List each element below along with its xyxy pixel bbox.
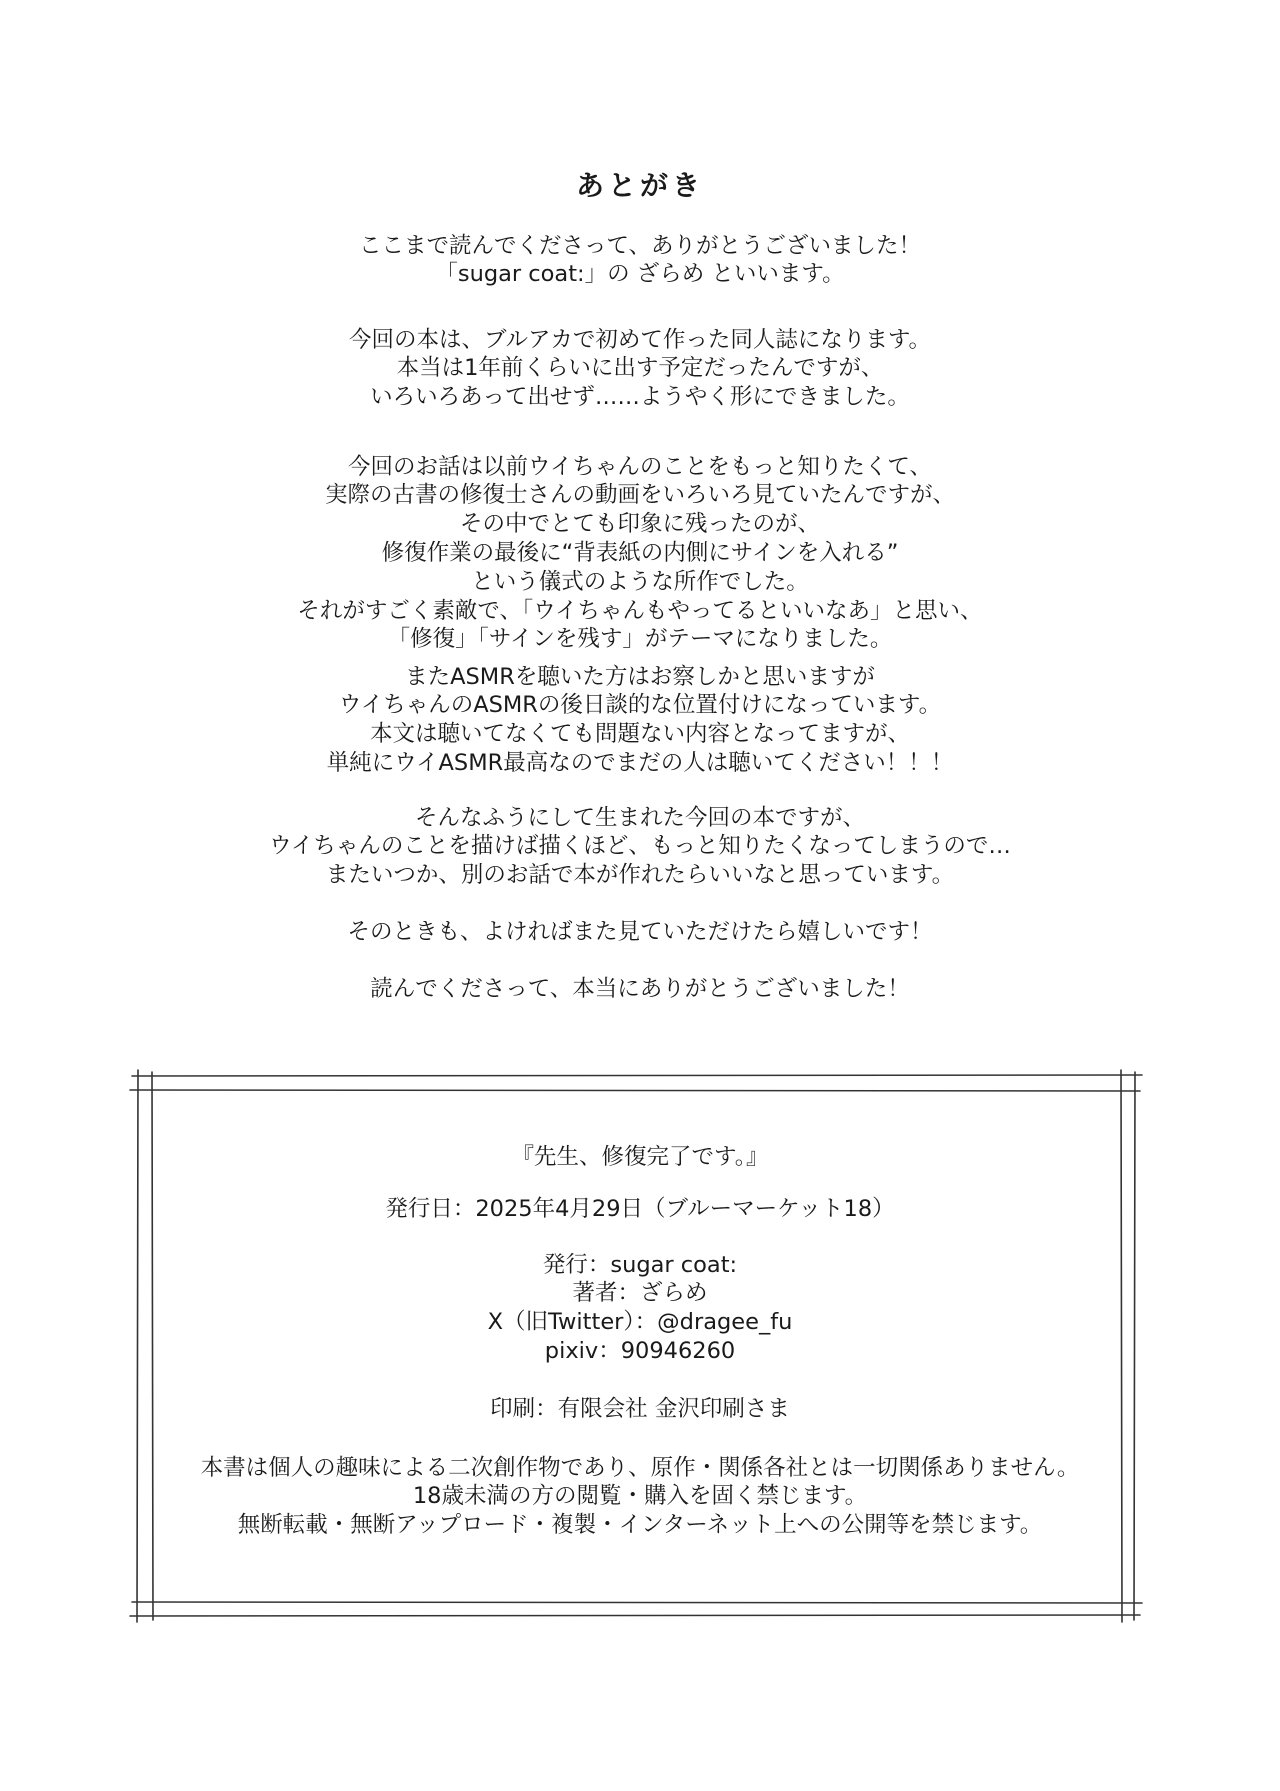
- colophon-line: 『先生、修復完了です。』: [511, 1143, 769, 1170]
- colophon-line: X（旧Twitter）：@dragee_fu: [487, 1309, 793, 1336]
- afterword-line: またASMRを聴いた方はお察しかと思いますが: [405, 663, 875, 690]
- afterword-line: 本当は1年前くらいに出す予定だったんですが、: [396, 355, 884, 382]
- afterword-line: ここまで読んでくださって、ありがとうございました！: [358, 232, 922, 259]
- colophon-paragraph: [0, 1143, 1280, 1172]
- afterword-line: ウイちゃんのASMRの後日談的な位置付けになっています。: [338, 692, 942, 719]
- colophon-paragraph: [0, 1395, 1280, 1424]
- afterword-line: ウイちゃんのことを描けば描くほど、もっと知りたくなってしまうので…: [269, 833, 1011, 860]
- colophon-paragraph: [0, 1251, 1280, 1366]
- afterword-line: 今回のお話は以前ウイちゃんのことをもっと知りたくて、: [348, 453, 932, 480]
- afterword-line: 単純にウイASMR最高なのでまだの人は聴いてください！！！: [326, 749, 954, 776]
- afterword-line: 読んでくださって、本当にありがとうございました！: [370, 975, 910, 1002]
- colophon-line: 発行日：2025年4月29日（ブルーマーケット18）: [385, 1195, 895, 1222]
- colophon-paragraph: [0, 1454, 1280, 1540]
- afterword-line: そのときも、よければまた見ていただけたら嬉しいです！: [347, 918, 933, 945]
- afterword-line: 今回の本は、ブルアカで初めて作った同人誌になります。: [348, 326, 932, 353]
- afterword-line: その中でとても印象に残ったのが、: [459, 511, 820, 538]
- afterword-line: いろいろあって出せず……ようやく形にできました。: [370, 384, 910, 411]
- afterword-line: 本文は聴いてなくても問題ない内容となってますが、: [369, 721, 910, 748]
- colophon-line: 発行：sugar coat:: [542, 1251, 738, 1278]
- colophon-paragraph: [0, 1195, 1280, 1224]
- colophon-line: 18歳未満の方の閲覧・購入を固く禁じます。: [412, 1483, 868, 1510]
- afterword-line: またいつか、別のお話で本が作れたらいいなと思っています。: [325, 862, 955, 889]
- colophon-line: 無断転載・無断アップロード・複製・インターネット上への公開等を禁じます。: [237, 1512, 1043, 1539]
- afterword-line: 修復作業の最後に“背表紙の内側にサインを入れる”: [381, 539, 899, 566]
- afterword-line: 実際の古書の修復士さんの動画をいろいろ見ていたんですが、: [324, 482, 955, 509]
- afterword-line: そんなふうにして生まれた今回の本ですが、: [414, 804, 865, 831]
- afterword-line: 「sugar coat:」の ざらめ といいます。: [435, 261, 845, 288]
- colophon-line: 印刷：有限会社 金沢印刷さま: [490, 1395, 790, 1422]
- afterword-line: という儀式のような所作でした。: [471, 568, 809, 595]
- afterword-line: 「修復」「サインを残す」がテーマになりました。: [387, 626, 893, 653]
- afterword-line: それがすごく素敵で、「ウイちゃんもやってるといいなあ」と思い、: [297, 597, 983, 624]
- afterword-title: あとがき: [575, 169, 704, 202]
- colophon-line: pixiv：90946260: [544, 1337, 736, 1364]
- colophon-line: 本書は個人の趣味による二次創作物であり、原作・関係各社とは一切関係ありません。: [200, 1454, 1080, 1481]
- colophon-line: 著者：ざらめ: [572, 1280, 708, 1307]
